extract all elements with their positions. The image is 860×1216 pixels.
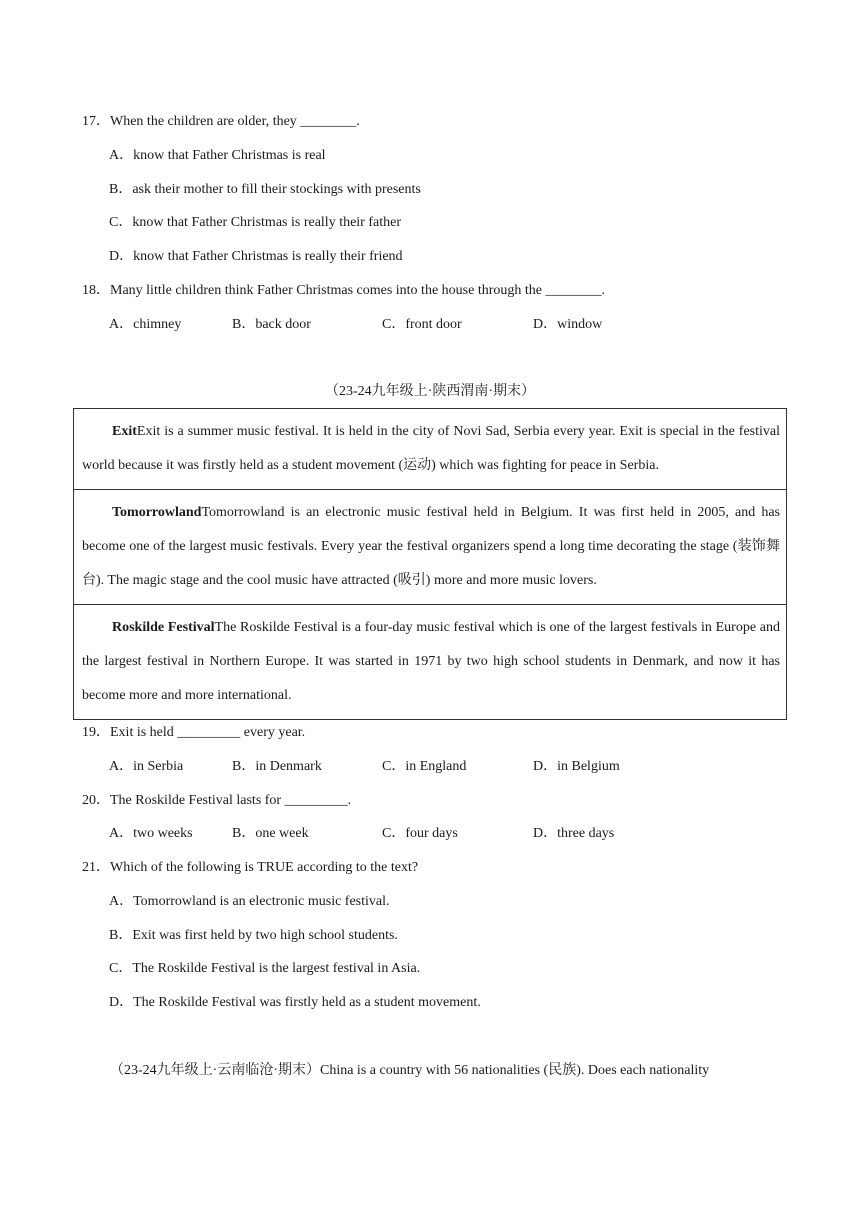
question-19-option-c: C．in England xyxy=(382,759,467,774)
festival-cell xyxy=(74,490,787,605)
question-20-option-c: C．four days xyxy=(382,826,458,841)
question-21-option-a: A．Tomorrowland is an electronic music festival. xyxy=(109,894,390,909)
question-21-option-d: D．The Roskilde Festival was firstly held as a student movement. xyxy=(109,995,481,1010)
question-17-option-d: D．know that Father Christmas is really their friend xyxy=(109,249,403,264)
festival-row xyxy=(74,490,787,605)
festival-name: Tomorrowland xyxy=(112,505,202,520)
festival-cell xyxy=(74,605,787,720)
question-20-option-d: D．three days xyxy=(533,826,615,841)
question-17-option-a: A．know that Father Christmas is real xyxy=(109,148,326,163)
passage-source: （23-24九年级上·陕西渭南·期末） xyxy=(325,384,535,399)
question-19-stem: 19．Exit is held _________ every year. xyxy=(82,725,306,740)
question-21-option-c: C．The Roskilde Festival is the largest festival in Asia. xyxy=(109,961,421,976)
festival-text: Tomorrowland is an electronic music festival held in Belgium. It was first held in 2005, and has become one of the largest music festivals. Every year the festival organizers spend a long time decorating the stage (装饰舞台). The magic stage and the cool music have attracted (吸引) more and more music lovers. xyxy=(82,505,780,588)
question-18-option-c: C．front door xyxy=(382,317,462,332)
question-19-option-b: B．in Denmark xyxy=(232,759,322,774)
question-19-option-d: D．in Belgium xyxy=(533,759,620,774)
question-20-stem: 20．The Roskilde Festival lasts for _________. xyxy=(82,793,352,808)
festival-text: The Roskilde Festival is a four-day music festival which is one of the largest festivals in Europe and the largest festival in Northern Europe. It was started in 1971 by two high school students in Denmark, and now it has become more and more international. xyxy=(82,620,781,703)
question-21-stem: 21．Which of the following is TRUE according to the text? xyxy=(82,860,419,875)
festival-text: Exit is a summer music festival. It is held in the city of Novi Sad, Serbia every year. Exit is special in the festival world because it was firstly held as a student movement (运动) which was fighting for peace in Serbia. xyxy=(82,424,780,473)
festival-name: Exit xyxy=(112,424,137,439)
festival-row xyxy=(74,605,787,720)
question-18-option-a: A．chimney xyxy=(109,317,182,332)
question-18-stem: 18．Many little children think Father Christmas comes into the house through the ________. xyxy=(82,283,605,298)
question-17-option-c: C．know that Father Christmas is really their father xyxy=(109,215,401,230)
festival-name: Roskilde Festival xyxy=(112,620,215,635)
question-20-option-a: A．two weeks xyxy=(109,826,193,841)
question-17-option-b: B．ask their mother to fill their stockings with presents xyxy=(109,182,421,197)
question-18-option-d: D．window xyxy=(533,317,603,332)
festival-table xyxy=(73,408,787,720)
question-19-option-a: A．in Serbia xyxy=(109,759,184,774)
question-19-options xyxy=(0,757,860,777)
question-18-option-b: B．back door xyxy=(232,317,311,332)
festival-cell xyxy=(74,409,787,490)
question-21-option-b: B．Exit was first held by two high school students. xyxy=(109,928,398,943)
question-20-option-b: B．one week xyxy=(232,826,309,841)
next-passage-intro: （23-24九年级上·云南临沧·期末）China is a country with 56 nationalities (民族). Does each nationality xyxy=(110,1063,710,1078)
question-17-stem: 17．When the children are older, they ________. xyxy=(82,114,360,129)
question-20-options xyxy=(0,824,860,844)
festival-row xyxy=(74,409,787,490)
question-18-options xyxy=(0,315,860,335)
